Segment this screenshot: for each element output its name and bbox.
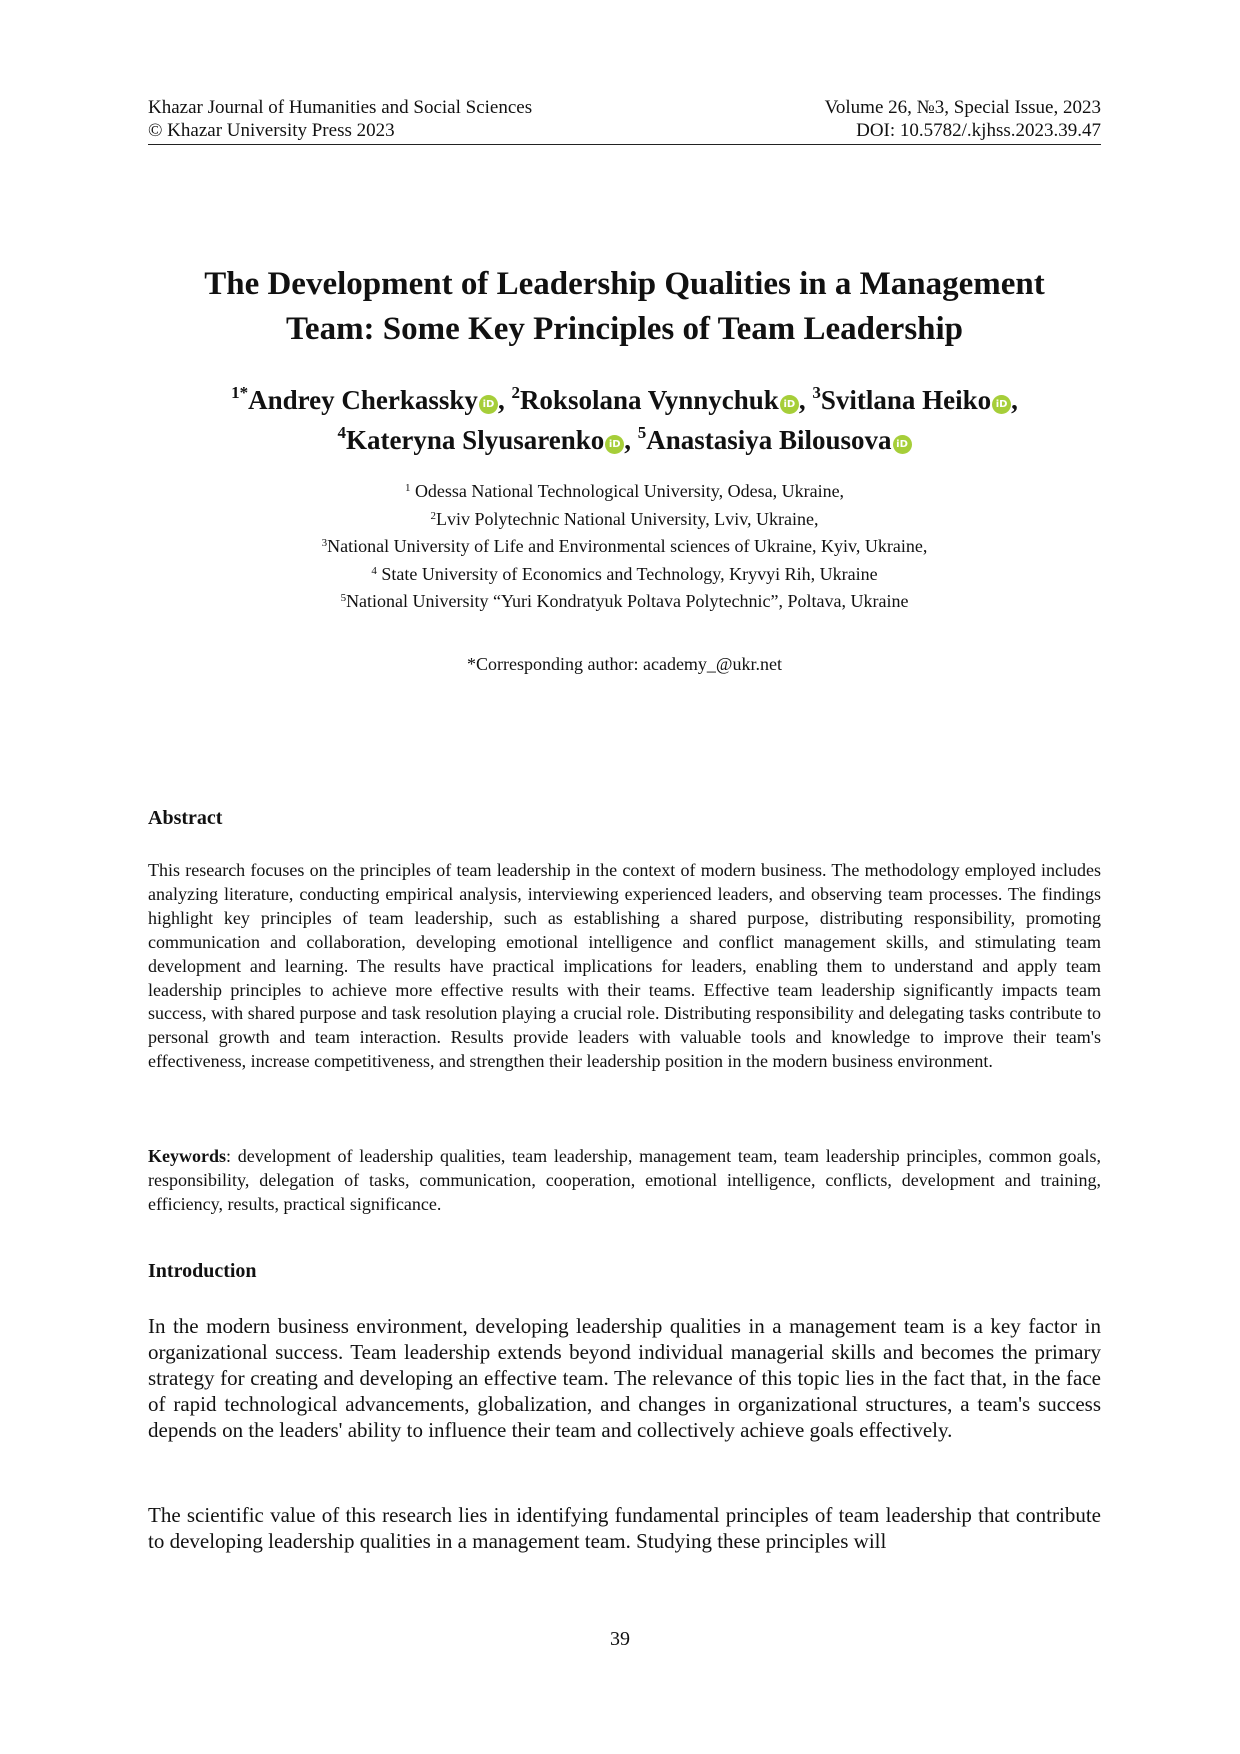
- affiliation-sup: 3: [321, 537, 328, 549]
- author-name: Roksolana Vynnychuk: [519, 385, 779, 415]
- affiliation: [148, 533, 1101, 561]
- author-sup: 4: [337, 423, 346, 442]
- affiliation-text: National University of Life and Environmental sciences of Ukraine, Kyiv, Ukraine,: [327, 536, 928, 556]
- author-separator: ,: [1011, 385, 1018, 415]
- author: [638, 425, 892, 455]
- orcid-icon[interactable]: iD: [479, 395, 498, 414]
- keywords-text: : development of leadership qualities, team leadership, management team, team leadership principles, common goals, responsibility, delegation of tasks, communication, cooperation, emotional intelligence, conflicts, development and training, efficiency, results, practical significance.: [148, 1146, 1101, 1214]
- author-separator: ,: [624, 425, 638, 455]
- keywords: [148, 1145, 1101, 1217]
- page-number: 39: [610, 1628, 630, 1650]
- author-list: [148, 380, 1101, 460]
- corresponding-author: *Corresponding author: academy_@ukr.net: [467, 654, 782, 674]
- author-name: Kateryna Slyusarenko: [345, 425, 605, 455]
- header-row-2: [148, 119, 1101, 145]
- abstract-heading: Abstract: [148, 807, 223, 829]
- affiliation-list: [148, 478, 1101, 616]
- affiliation-sup: 4: [371, 564, 377, 577]
- abstract-text: This research focuses on the principles of team leadership in the context of modern business. The methodology employed includes analyzing literature, conducting empirical analysis, interviewing experienced leaders, and observing team processes. The findings highlight key principles of team leadership, such as establishing a shared purpose, distributing responsibility, promoting communication and collaboration, developing emotional intelligence and conflict management skills, and stimulating team development and learning. The results have practical implications for leaders, enabling them to understand and apply team leadership principles to achieve more effective results with their teams. Effective team leadership significantly impacts team success, with shared purpose and task resolution playing a crucial role. Distributing responsibility and delegating tasks contribute to personal growth and team interaction. Results provide leaders with valuable tools and knowledge to improve their team's effectiveness, increase competitiveness, and strengthen their leadership position in the modern business environment.: [148, 860, 1101, 1072]
- introduction-paragraph-2: The scientific value of this research lies in identifying fundamental principles of team leadership that contribute to developing leadership qualities in a management team. Studying these principles will: [148, 1503, 1101, 1553]
- orcid-icon[interactable]: iD: [893, 435, 912, 454]
- affiliation-text: Lviv Polytechnic National University, Lviv, Ukraine,: [435, 508, 819, 529]
- author: [231, 385, 478, 415]
- introduction-paragraph-1: In the modern business environment, developing leadership qualities in a management team is a key factor in organizational success. Team leadership extends beyond individual managerial skills and becomes the primary strategy for creating and developing an effective team. The relevance of this topic lies in the fact that, in the face of rapid technological advancements, globalization, and changes in organizational structures, a team's success depends on the leaders' ability to influence their team and collectively achieve goals effectively.: [148, 1314, 1101, 1442]
- affiliation-sup: 5: [340, 592, 347, 604]
- introduction-heading: Introduction: [148, 1260, 257, 1282]
- author: [511, 385, 778, 415]
- header-row-1: [148, 96, 1101, 119]
- author-name: Svitlana Heiko: [820, 385, 992, 415]
- author-name: Anastasiya Bilousova: [646, 425, 892, 455]
- affiliation-text: Odessa National Technological University, Odesa, Ukraine,: [410, 481, 845, 501]
- author-sup: 3: [812, 383, 821, 402]
- author-sup: 5: [637, 423, 647, 442]
- author: [812, 385, 991, 415]
- author-line-2: [148, 420, 1101, 460]
- orcid-icon[interactable]: iD: [992, 395, 1011, 414]
- volume-info: Volume 26, №3, Special Issue, 2023: [824, 97, 1101, 118]
- author: [337, 425, 604, 455]
- author-separator: ,: [798, 385, 813, 415]
- journal-name: Khazar Journal of Humanities and Social Sciences: [148, 97, 533, 118]
- author-line-1: [148, 380, 1101, 420]
- affiliation: [148, 506, 1101, 534]
- affiliation-sup: 1: [404, 482, 411, 494]
- press-copyright: © Khazar University Press 2023: [148, 120, 395, 141]
- orcid-icon[interactable]: iD: [780, 395, 799, 414]
- title-line-2: Team: Some Key Principles of Team Leadership: [285, 311, 964, 347]
- author-name: Andrey Cherkassky: [248, 385, 478, 415]
- orcid-icon[interactable]: iD: [605, 435, 624, 454]
- affiliation: [148, 561, 1101, 589]
- author-separator: ,: [497, 385, 512, 415]
- author-sup: 1*: [231, 383, 249, 402]
- paper-title: [148, 262, 1101, 352]
- author-sup: 2: [511, 383, 520, 402]
- running-header: [148, 96, 1101, 145]
- affiliation: [148, 588, 1101, 616]
- keywords-label: Keywords: [148, 1146, 226, 1166]
- affiliation-text: State University of Economics and Technology, Kryvyi Rih, Ukraine: [376, 563, 878, 584]
- title-line-1: The Development of Leadership Qualities in a Management: [204, 266, 1045, 302]
- affiliation-sup: 2: [430, 509, 436, 522]
- doi: DOI: 10.5782/.kjhss.2023.39.47: [856, 120, 1101, 141]
- affiliation-text: National University “Yuri Kondratyuk Poltava Polytechnic”, Poltava, Ukraine: [346, 591, 909, 611]
- affiliation: [148, 478, 1101, 506]
